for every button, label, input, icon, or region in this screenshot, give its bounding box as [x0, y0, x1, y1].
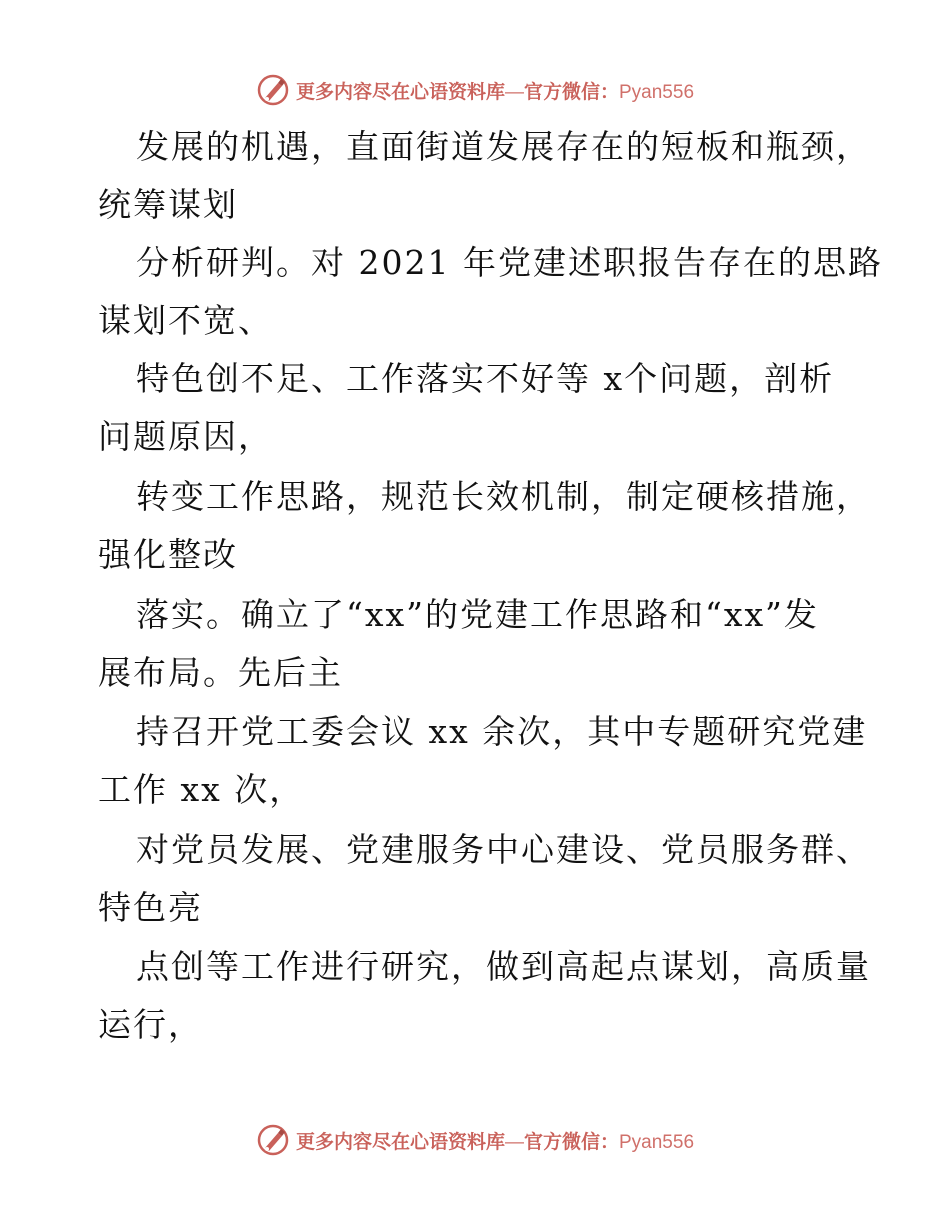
body-line: 运行，: [98, 1005, 203, 1044]
body-line: 分析研判。对 2021 年党建述职报告存在的思路: [136, 243, 883, 282]
watermark-text: 更多内容尽在心语资料库—官方微信：Pyan556: [295, 1130, 695, 1153]
body-line: 统筹谋划: [98, 185, 238, 224]
header-watermark: [0, 70, 950, 110]
watermark-text: 更多内容尽在心语资料库—官方微信：Pyan556: [295, 80, 695, 103]
body-line: 点创等工作进行研究，做到高起点谋划，高质量: [136, 947, 871, 986]
body-line: 转变工作思路，规范长效机制，制定硬核措施，: [136, 477, 871, 516]
body-line: 特色创不足、工作落实不好等 x个问题，剖析: [136, 359, 835, 398]
body-line: 强化整改: [98, 535, 238, 574]
body-line: 特色亮: [98, 888, 203, 927]
body-line: 谋划不宽、: [98, 301, 273, 340]
body-line: 持召开党工委会议 xx 余次，其中专题研究党建: [136, 712, 868, 751]
pen-logo-icon: [256, 73, 290, 107]
body-line: 问题原因，: [98, 417, 273, 456]
body-line: 展布局。先后主: [98, 653, 343, 692]
body-line: 工作 xx 次，: [98, 770, 305, 809]
footer-watermark: [0, 1120, 950, 1160]
body-line: 发展的机遇，直面街道发展存在的短板和瓶颈，: [136, 127, 871, 166]
body-line: 对党员发展、党建服务中心建设、党员服务群、: [136, 830, 871, 869]
pen-logo-icon: [256, 1123, 290, 1157]
body-line: 落实。确立了“xx”的党建工作思路和“xx”发: [136, 595, 819, 634]
